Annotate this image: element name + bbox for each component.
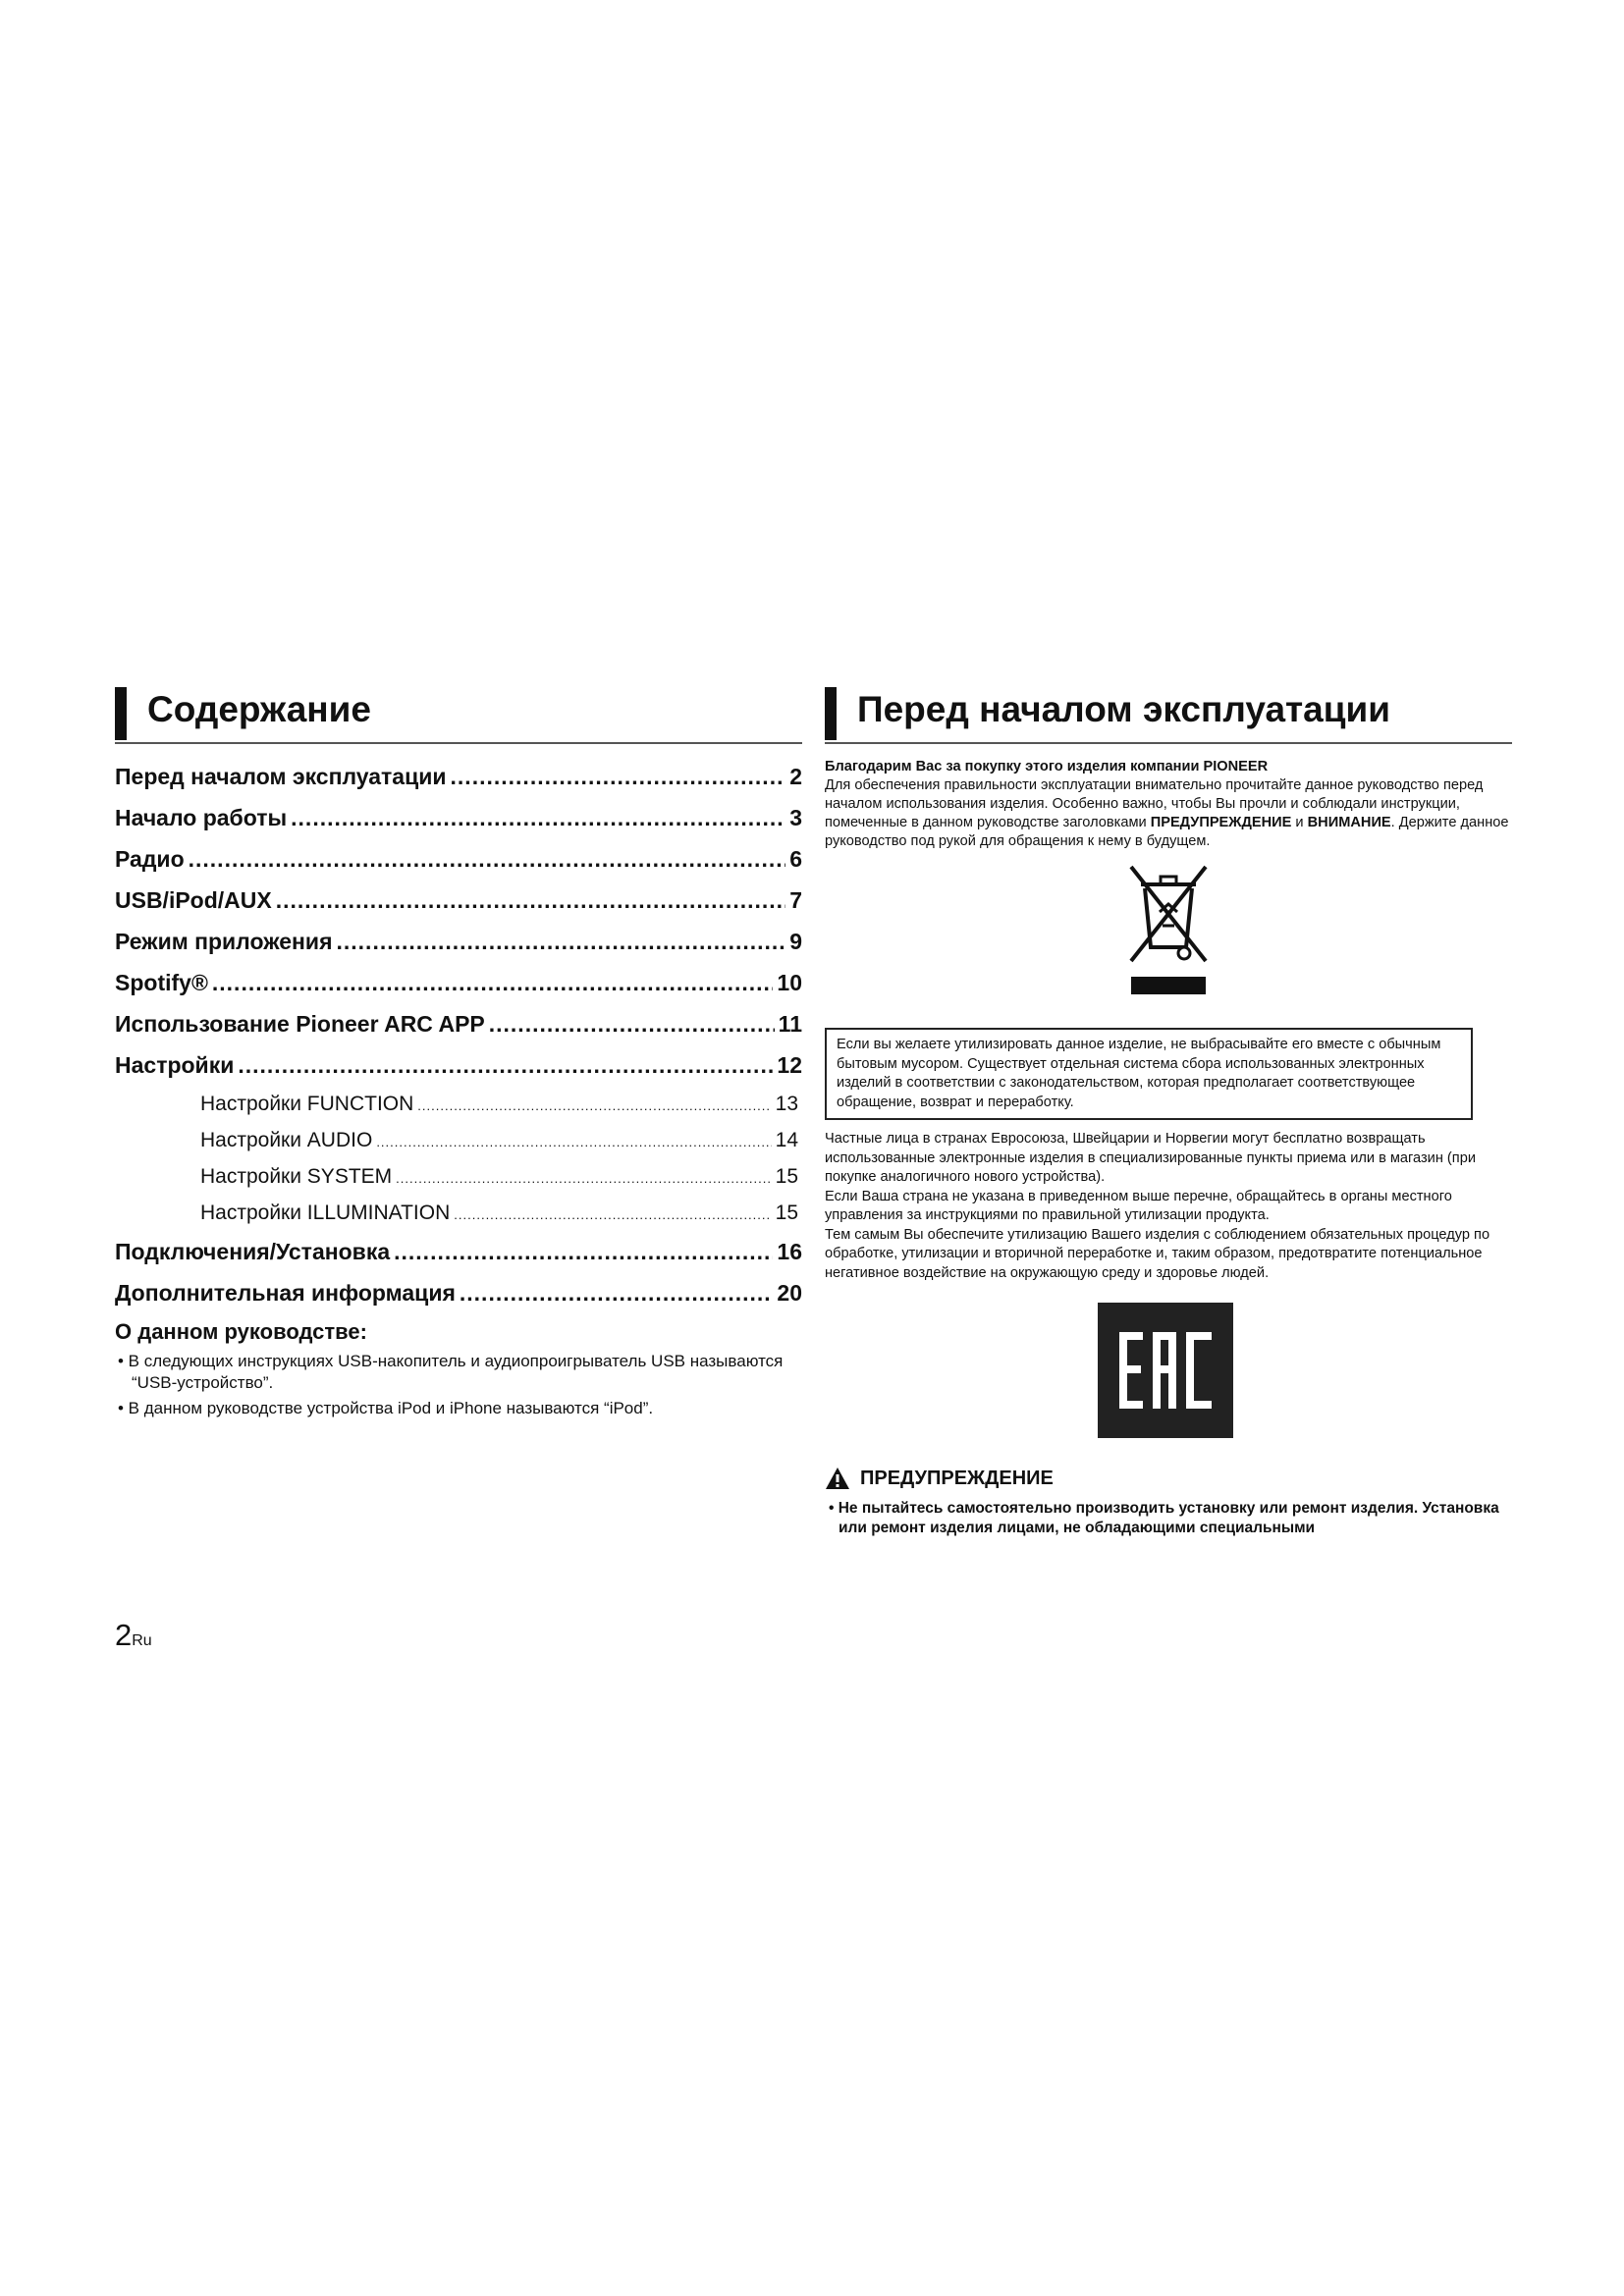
toc-entry-page: 9 (789, 929, 802, 954)
toc-leader (417, 1088, 771, 1124)
toc-leader (238, 1044, 773, 1086)
toc-entry[interactable] (115, 962, 802, 1003)
left-column (115, 687, 802, 1419)
toc-entry[interactable] (115, 756, 802, 797)
eac-mark (1098, 1303, 1233, 1438)
toc-leader (337, 921, 786, 962)
toc-entry[interactable] (115, 1044, 802, 1086)
warning-heading (825, 1464, 1512, 1493)
intro-text (825, 758, 1512, 851)
thanks-line: Благодарим Вас за покупку этого изделия компании PIONEER (825, 759, 1269, 774)
toc-leader (489, 1003, 775, 1044)
toc-entry[interactable] (115, 797, 802, 838)
toc-entry[interactable] (115, 838, 802, 880)
toc-leader (396, 1160, 771, 1197)
disposal-text-other: Если Ваша страна не указана в приведенном выше перечне, обращайтесь в органы местного управления за инструкциями по правильной утилизации продукта. (825, 1188, 1452, 1223)
toc-entry-label: Перед началом эксплуатации (115, 764, 447, 789)
warning-triangle-icon (825, 1467, 850, 1490)
toc-subentry[interactable] (115, 1158, 802, 1195)
intro-part-2: . Держите данное руководство под рукой для обращения к нему в будущем. (825, 815, 1509, 849)
toc-entry-label: Радио (115, 846, 185, 872)
before-use-heading: Перед началом эксплуатации (857, 689, 1390, 729)
toc-leader (276, 880, 785, 921)
toc-entry-label: Настройки (115, 1052, 235, 1078)
eac-mark-area (825, 1303, 1512, 1450)
page-language: Ru (132, 1632, 152, 1649)
warning-title: ПРЕДУПРЕЖДЕНИЕ (860, 1467, 1054, 1489)
toc-leader (394, 1231, 773, 1272)
before-use-header (825, 687, 1512, 744)
toc-subentry[interactable] (115, 1122, 802, 1158)
toc-entry-page: 12 (777, 1052, 802, 1078)
toc-entry[interactable] (115, 1003, 802, 1044)
about-bullet: • В следующих инструкциях USB-накопитель и аудиопроигрыватель USB называются “USB-устройство”. (118, 1352, 784, 1392)
caution-word: ВНИМАНИЕ (1307, 815, 1391, 830)
toc-entry[interactable] (115, 880, 802, 921)
toc-entry-label: Spotify® (115, 970, 208, 995)
toc-entry-page: 20 (777, 1280, 802, 1306)
toc-subentry-label: Настройки SYSTEM (200, 1165, 393, 1188)
toc-entry-page: 2 (789, 764, 802, 789)
toc-subentry-page: 15 (775, 1201, 798, 1224)
toc-entry-label: Начало работы (115, 805, 288, 830)
toc-entry-page: 7 (789, 887, 802, 913)
toc-entry-page: 10 (777, 970, 802, 995)
intro-paragraph (825, 776, 1512, 851)
toc-entry-page: 16 (777, 1239, 802, 1264)
toc-entry-label: Использование Pioneer ARC APP (115, 1011, 485, 1037)
toc-subentry-page: 14 (775, 1129, 798, 1151)
toc-entry-label: Дополнительная информация (115, 1280, 456, 1306)
toc-subentry-page: 15 (775, 1165, 798, 1188)
disposal-text-eu: Частные лица в странах Евросоюза, Швейцарии и Норвегии могут бесплатно возвращать использованные электронные изделия в специализированные пункты приема или в магазин (при покупке аналогичного нового устройства). (825, 1131, 1476, 1185)
toc-leader (376, 1124, 771, 1160)
toc-entry[interactable] (115, 921, 802, 962)
disposal-text-result: Тем самым Вы обеспечите утилизацию Вашего изделия с соблюдением обязательных процедур по обработке, утилизации и вторичной переработке и, таким образом, предотвратите потенциальное негативное воздействие на окружающую среду и здоровье людей. (825, 1226, 1490, 1281)
toc-entry-page: 11 (778, 1011, 802, 1037)
toc-subentry-label: Настройки ILLUMINATION (200, 1201, 451, 1224)
toc-leader (291, 797, 785, 838)
toc-leader (212, 962, 774, 1003)
toc-subentry-page: 13 (775, 1093, 798, 1115)
about-manual-title: О данном руководстве: (115, 1319, 367, 1344)
toc-leader (454, 1197, 771, 1233)
intro-part-1: Для обеспечения правильности эксплуатации внимательно прочитайте данное руководство перед началом использования изделия. Особенно важно, чтобы Вы прочли и соблюдали инструкции, помеченные в данном руководстве заголовками (825, 777, 1484, 830)
toc-entry-label: Режим приложения (115, 929, 333, 954)
toc-subentry[interactable] (115, 1195, 802, 1231)
toc-leader (460, 1272, 774, 1313)
heading-bar (115, 687, 127, 740)
about-bullet: • В данном руководстве устройства iPod и iPhone называются “iPod”. (118, 1399, 654, 1417)
intro-and: и (1291, 815, 1308, 830)
toc-subentry-label: Настройки FUNCTION (200, 1093, 414, 1115)
toc-leader (451, 756, 786, 797)
weee-symbol-area (825, 863, 1512, 1010)
disposal-notice-box: Если вы желаете утилизировать данное изделие, не выбрасывайте его вместе с обычным бытовым мусором. Существует отдельная система сбора использованных электронных изделий в соответствии с законодательством, которая предполагает соответствующее обращение, возврат и переработку. (825, 1028, 1473, 1120)
toc-entry[interactable] (115, 1231, 802, 1272)
disposal-paragraph (825, 1130, 1512, 1283)
toc-heading: Содержание (147, 689, 371, 729)
toc-subentry[interactable] (115, 1086, 802, 1122)
toc-entry[interactable] (115, 1272, 802, 1313)
eac-logo-icon (1115, 1328, 1216, 1413)
page-number-value: 2 (115, 1618, 133, 1652)
page-number (115, 1618, 152, 1653)
toc-entry-label: USB/iPod/AUX (115, 887, 272, 913)
toc-entry-label: Подключения/Установка (115, 1239, 391, 1264)
heading-bar (825, 687, 837, 740)
toc-entry-page: 3 (789, 805, 802, 830)
table-of-contents (115, 756, 802, 1313)
toc-entry-page: 6 (789, 846, 802, 872)
warning-word: ПРЕДУПРЕЖДЕНИЕ (1150, 815, 1292, 830)
crossed-bin-icon (1127, 863, 1210, 1000)
toc-header (115, 687, 802, 744)
right-column (825, 687, 1512, 1538)
warning-text: • Не пытайтесь самостоятельно производить установку или ремонт изделия. Установка или ремонт изделия лицами, не обладающими специальными (829, 1500, 1499, 1536)
toc-leader (189, 838, 786, 880)
toc-subentry-label: Настройки AUDIO (200, 1129, 373, 1151)
